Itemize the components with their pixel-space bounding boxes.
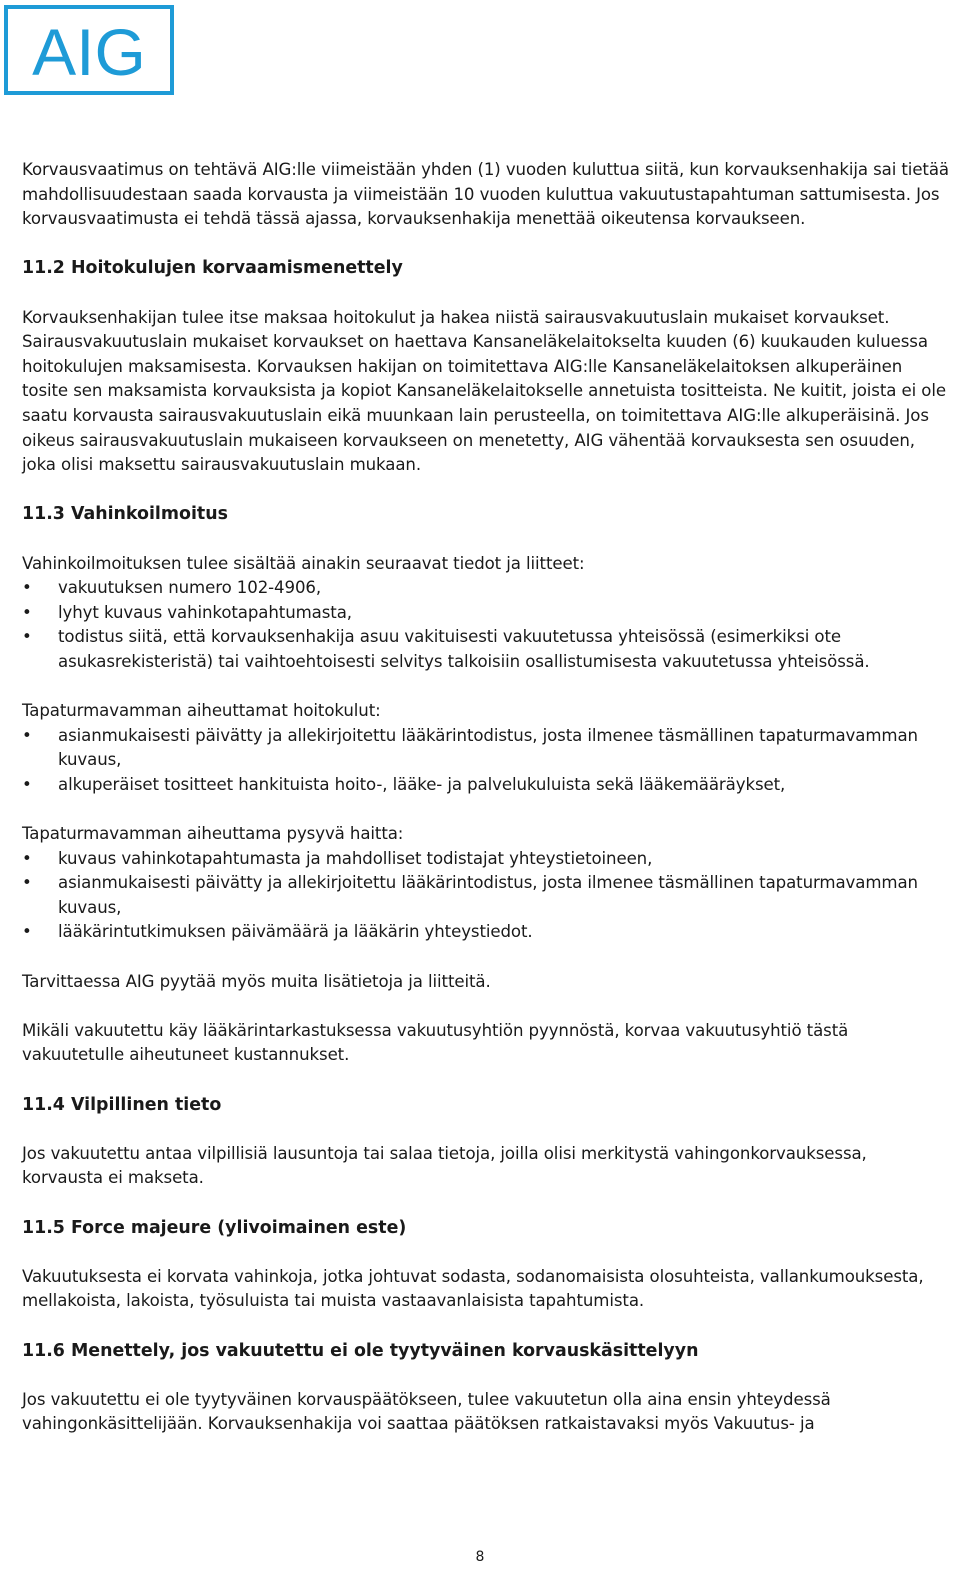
list3-intro: Tapaturmavamman aiheuttama pysyvä haitta: — [22, 824, 404, 844]
aig-logo — [4, 5, 174, 95]
list1 — [22, 576, 952, 674]
list2 — [22, 724, 952, 798]
section-11-3-heading: 11.3 Vahinkoilmoitus — [22, 504, 228, 525]
list-item: • asianmukaisesti päivätty ja allekirjoitettu lääkärintodistus, josta ilmenee täsmällinen tapaturmavamman kuvaus, — [22, 724, 952, 773]
list2-intro: Tapaturmavamman aiheuttamat hoitokulut: — [22, 701, 381, 721]
section-11-5-body: Vakuutuksesta ei korvata vahinkoja, jotka johtuvat sodasta, sodanomaisista olosuhteista, vallankumouksesta, mellakoista, lakoista, työsuluista tai muista vastaavanlaisista tapahtumista. — [22, 1266, 924, 1311]
section-11-3-para1: Tarvittaessa AIG pyytää myös muita lisätietoja ja liitteitä. — [22, 971, 491, 991]
list-item: • vakuutuksen numero 102-4906, — [22, 576, 952, 601]
list-item: • lääkärintutkimuksen päivämäärä ja lääkärin yhteystiedot. — [22, 920, 952, 945]
list-item: • lyhyt kuvaus vahinkotapahtumasta, — [22, 601, 952, 626]
list-item: • asianmukaisesti päivätty ja allekirjoitettu lääkärintodistus, josta ilmenee täsmällinen tapaturmavamman kuvaus, — [22, 871, 952, 920]
section-11-5-heading: 11.5 Force majeure (ylivoimainen este) — [22, 1217, 407, 1238]
section-11-4-body: Jos vakuutettu antaa vilpillisiä lausuntoja tai salaa tietoja, joilla olisi merkitystä vahingonkorvauksessa, korvausta ei makseta. — [22, 1143, 867, 1188]
page-number: 8 — [475, 1549, 485, 1565]
section-11-4-heading: 11.4 Vilpillinen tieto — [22, 1094, 222, 1115]
list-item: • todistus siitä, että korvauksenhakija asuu vakituisesti vakuutetussa yhteisössä (esimerkiksi ote asukasrekisteristä) tai vaihtoehtoisesti selvitys talkoisiin osallistumisesta vakuutetussa yhteisössä. — [22, 625, 952, 674]
list-item: • alkuperäiset tositteet hankituista hoito-, lääke- ja palvelukuluista sekä lääkemääräykset, — [22, 773, 952, 798]
document-body — [22, 158, 952, 1461]
aig-logo-mark — [4, 5, 174, 95]
section-11-6-heading: 11.6 Menettely, jos vakuutettu ei ole tyytyväinen korvauskäsittelyyn — [22, 1340, 699, 1361]
section-11-3-para2: Mikäli vakuutettu käy lääkärintarkastuksessa vakuutusyhtiön pyynnöstä, korvaa vakuutusyhtiö tästä vakuutetulle aiheutuneet kustannukset. — [22, 1020, 849, 1065]
list-item: • kuvaus vahinkotapahtumasta ja mahdolliset todistajat yhteystietoineen, — [22, 847, 952, 872]
section-11-2-heading: 11.2 Hoitokulujen korvaamismenettely — [22, 258, 403, 279]
section-11-6-body: Jos vakuutettu ei ole tyytyväinen korvauspäätökseen, tulee vakuutetun olla aina ensin yhteydessä vahingonkäsittelijään. Korvauksenhakija voi saattaa päätöksen ratkaistavaksi myös Vakuutus- ja — [22, 1389, 831, 1434]
intro-paragraph: Korvausvaatimus on tehtävä AIG:lle viimeistään yhden (1) vuoden kuluttua siitä, kun korvauksenhakija sai tietää mahdollisuudestaan saada korvausta ja viimeistään 10 vuoden kuluttua vakuutustapahtuman sattumisesta. Jos korvausvaatimusta ei tehdä tässä ajassa, korvauksenhakija menettää oikeutensa korvaukseen. — [22, 160, 949, 229]
section-11-2-body: Korvauksenhakijan tulee itse maksaa hoitokulut ja hakea niistä sairausvakuutuslain mukaiset korvaukset. Sairausvakuutuslain mukaiset korvaukset on haettava Kansaneläkelaitokselta kuuden (6) kuukauden kuluessa hoitokulujen maksamisesta. Korvauksen hakijan on toimitettava AIG:lle Kansaneläkelaitoksen alkuperäinen tosite sen maksamista korvauksista ja kopiot Kansaneläkelaitokselle annetuista tositteista. Ne kuitit, joista ei ole saatu korvausta sairausvakuutuslain eikä muunkaan lain perusteella, on toimitettava AIG:lle alkuperäisinä. Jos oikeus sairausvakuutuslain mukaiseen korvaukseen on menetetty, AIG vähentää korvauksesta sen osuuden, joka olisi maksettu sairausvakuutuslain mukaan. — [22, 307, 946, 475]
logo-text: AIG — [32, 15, 146, 89]
list3 — [22, 847, 952, 945]
list1-intro: Vahinkoilmoituksen tulee sisältää ainakin seuraavat tiedot ja liitteet: — [22, 553, 585, 573]
